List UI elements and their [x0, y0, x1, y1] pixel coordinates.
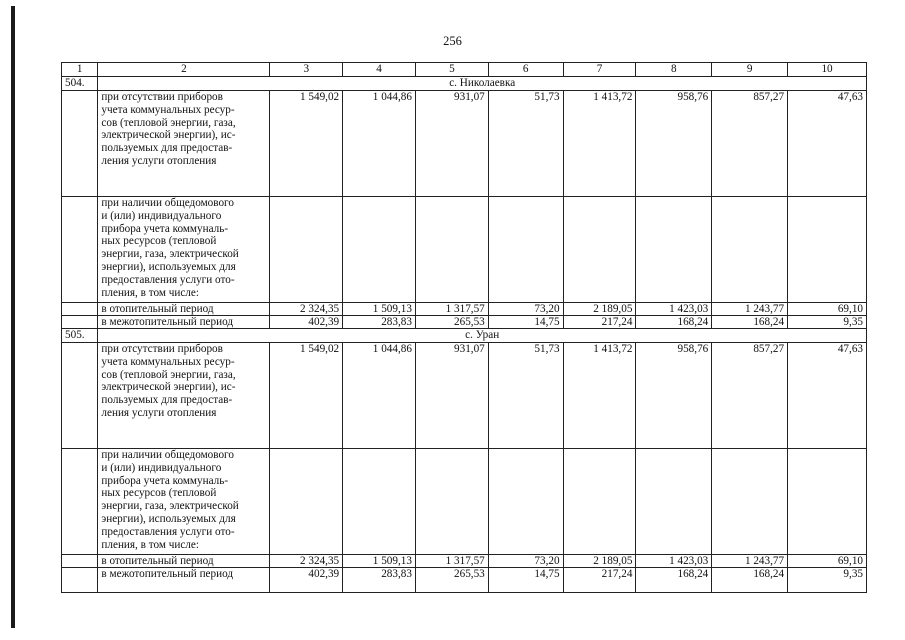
table-row	[62, 343, 867, 449]
table-row	[62, 197, 867, 303]
value-cell: 1 423,03	[636, 303, 712, 316]
description-line: предоставления услуги ото-	[101, 273, 235, 286]
value-cell	[488, 449, 563, 555]
row-number-cell	[62, 555, 98, 568]
description-line: ления услуги отопления	[101, 406, 217, 419]
value-cell	[636, 449, 712, 555]
description-line: сов (тепловой энергии, газа,	[101, 368, 236, 381]
value-cell: 1 413,72	[563, 343, 636, 449]
row-description	[98, 303, 270, 316]
column-header: 1	[62, 63, 98, 77]
value-cell: 857,27	[712, 91, 788, 197]
column-header: 10	[788, 63, 867, 77]
value-cell	[343, 449, 416, 555]
value-cell: 1 243,77	[712, 555, 788, 568]
table-row	[62, 555, 867, 568]
row-number-cell	[62, 568, 98, 593]
column-number-row	[62, 63, 867, 77]
value-cell: 168,24	[636, 568, 712, 593]
description-line: ных ресурсов (тепловой	[101, 235, 217, 248]
description-line: в межотопительный период	[101, 568, 234, 580]
description-line: в межотопительный период	[101, 316, 234, 328]
value-cell: 958,76	[636, 91, 712, 197]
value-cell	[415, 449, 488, 555]
section-row	[62, 329, 867, 343]
column-header: 4	[343, 63, 416, 77]
description-line: пления, в том числе:	[101, 286, 199, 299]
row-description	[98, 568, 270, 593]
value-cell	[270, 197, 343, 303]
description-line: энергии, газа, электрической	[101, 500, 239, 513]
description-line: прибора учета коммуналь-	[101, 474, 229, 487]
description-line: пользуемых для предостав-	[101, 394, 233, 407]
value-cell: 217,24	[563, 568, 636, 593]
value-cell	[788, 449, 867, 555]
row-number-cell	[62, 343, 98, 449]
value-cell: 217,24	[563, 316, 636, 329]
row-number-cell	[62, 303, 98, 316]
value-cell	[563, 197, 636, 303]
row-number-cell	[62, 197, 98, 303]
value-cell: 1 044,86	[343, 343, 416, 449]
value-cell: 168,24	[712, 316, 788, 329]
value-cell: 1 423,03	[636, 555, 712, 568]
section-number: 504.	[62, 77, 98, 91]
value-cell: 1 509,13	[343, 303, 416, 316]
column-header: 8	[636, 63, 712, 77]
description-line: при отсутствии приборов	[101, 343, 223, 355]
value-cell	[712, 449, 788, 555]
description-line: в отопительный период	[101, 303, 214, 315]
value-cell: 1 549,02	[270, 343, 343, 449]
value-cell: 857,27	[712, 343, 788, 449]
value-cell: 265,53	[415, 568, 488, 593]
description-line: ления услуги отопления	[101, 154, 217, 167]
value-cell: 1 243,77	[712, 303, 788, 316]
table-row	[62, 568, 867, 593]
tariff-table	[61, 62, 867, 593]
row-number-cell	[62, 91, 98, 197]
description-line: при наличии общедомового	[101, 449, 234, 461]
table-row	[62, 449, 867, 555]
value-cell: 168,24	[712, 568, 788, 593]
description-line: учета коммунальных ресур-	[101, 103, 235, 116]
value-cell: 931,07	[415, 343, 488, 449]
binding-edge	[11, 6, 15, 628]
column-header: 5	[415, 63, 488, 77]
value-cell: 168,24	[636, 316, 712, 329]
row-description	[98, 343, 270, 449]
value-cell: 265,53	[415, 316, 488, 329]
description-line: энергии), используемых для	[101, 260, 236, 273]
value-cell: 2 324,35	[270, 555, 343, 568]
table-row	[62, 303, 867, 316]
page-number: 256	[443, 34, 462, 48]
value-cell: 51,73	[488, 91, 563, 197]
row-description	[98, 449, 270, 555]
value-cell: 1 317,57	[415, 303, 488, 316]
value-cell	[343, 197, 416, 303]
value-cell: 47,63	[788, 91, 867, 197]
value-cell: 69,10	[788, 555, 867, 568]
table-row	[62, 316, 867, 329]
value-cell	[636, 197, 712, 303]
column-header: 2	[98, 63, 270, 77]
description-line: и (или) индивидуального	[101, 209, 222, 222]
description-line: пления, в том числе:	[101, 538, 199, 551]
value-cell: 69,10	[788, 303, 867, 316]
description-line: энергии, газа, электрической	[101, 248, 239, 261]
section-number: 505.	[62, 329, 98, 343]
value-cell: 283,83	[343, 316, 416, 329]
value-cell	[788, 197, 867, 303]
value-cell: 51,73	[488, 343, 563, 449]
value-cell: 9,35	[788, 568, 867, 593]
description-line: в отопительный период	[101, 555, 214, 567]
description-line: пользуемых для предостав-	[101, 142, 233, 155]
row-number-cell	[62, 316, 98, 329]
value-cell	[415, 197, 488, 303]
value-cell: 47,63	[788, 343, 867, 449]
value-cell: 2 189,05	[563, 303, 636, 316]
value-cell: 73,20	[488, 303, 563, 316]
table-row	[62, 91, 867, 197]
value-cell	[712, 197, 788, 303]
row-number-cell	[62, 449, 98, 555]
value-cell: 14,75	[488, 568, 563, 593]
description-line: энергии), используемых для	[101, 512, 236, 525]
description-line: предоставления услуги ото-	[101, 525, 235, 538]
value-cell: 73,20	[488, 555, 563, 568]
value-cell	[270, 449, 343, 555]
section-locality: с. Уран	[98, 329, 867, 343]
value-cell: 1 413,72	[563, 91, 636, 197]
description-line: при отсутствии приборов	[101, 91, 223, 103]
value-cell: 1 509,13	[343, 555, 416, 568]
row-description	[98, 316, 270, 329]
value-cell: 2 324,35	[270, 303, 343, 316]
value-cell: 931,07	[415, 91, 488, 197]
value-cell: 1 044,86	[343, 91, 416, 197]
value-cell	[563, 449, 636, 555]
value-cell: 958,76	[636, 343, 712, 449]
column-header: 9	[712, 63, 788, 77]
description-line: прибора учета коммуналь-	[101, 222, 229, 235]
description-line: при наличии общедомового	[101, 197, 234, 209]
row-description	[98, 197, 270, 303]
value-cell	[488, 197, 563, 303]
section-row	[62, 77, 867, 91]
value-cell: 9,35	[788, 316, 867, 329]
value-cell: 402,39	[270, 316, 343, 329]
description-line: учета коммунальных ресур-	[101, 355, 235, 368]
value-cell: 402,39	[270, 568, 343, 593]
description-line: и (или) индивидуального	[101, 461, 222, 474]
description-line: электрической энергии), ис-	[101, 381, 236, 394]
column-header: 3	[270, 63, 343, 77]
description-line: сов (тепловой энергии, газа,	[101, 116, 236, 129]
value-cell: 14,75	[488, 316, 563, 329]
column-header: 6	[488, 63, 563, 77]
value-cell: 2 189,05	[563, 555, 636, 568]
row-description	[98, 555, 270, 568]
table-body	[62, 63, 867, 593]
column-header: 7	[563, 63, 636, 77]
description-line: ных ресурсов (тепловой	[101, 487, 217, 500]
description-line: электрической энергии), ис-	[101, 129, 236, 142]
value-cell: 283,83	[343, 568, 416, 593]
section-locality: с. Николаевка	[98, 77, 867, 91]
row-description	[98, 91, 270, 197]
value-cell: 1 549,02	[270, 91, 343, 197]
value-cell: 1 317,57	[415, 555, 488, 568]
